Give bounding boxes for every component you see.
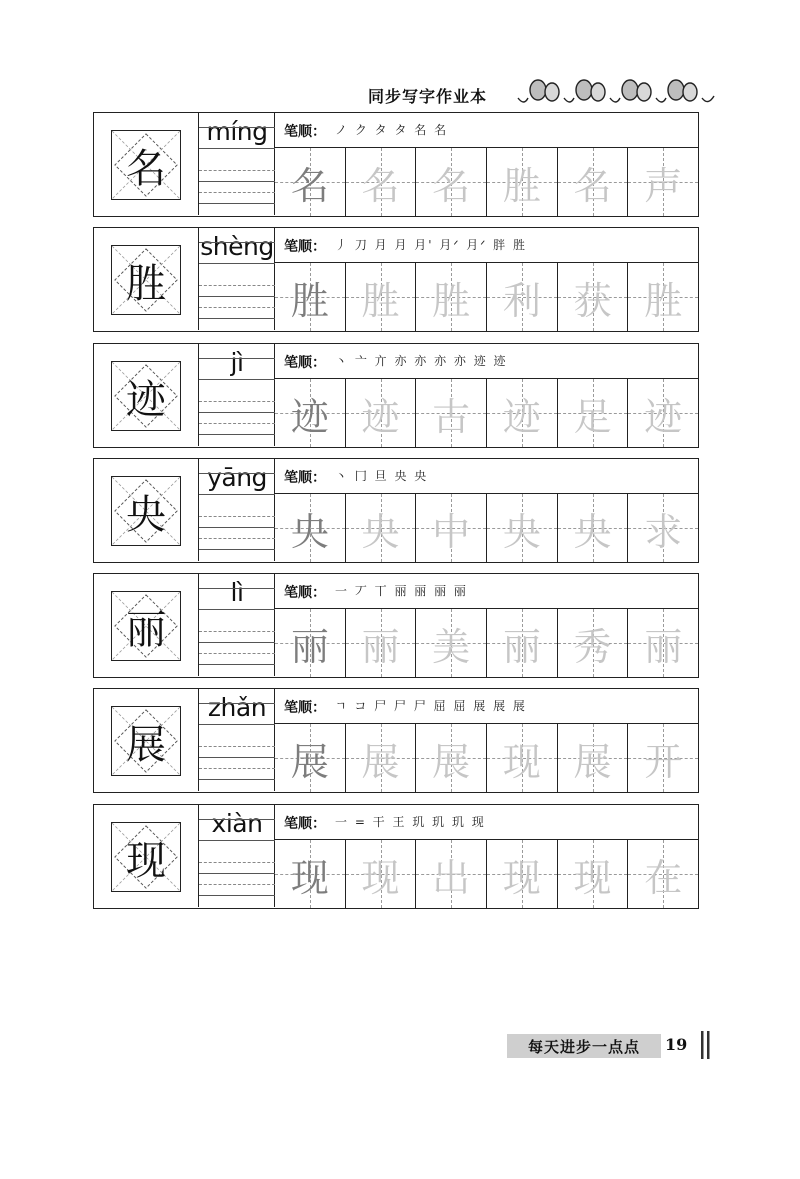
practice-cell[interactable]: [416, 379, 487, 447]
page-number: 19: [665, 1035, 688, 1054]
practice-grid: [275, 379, 698, 447]
practice-cell[interactable]: [487, 379, 558, 447]
practice-character: 开: [644, 739, 683, 784]
practice-cell[interactable]: [628, 609, 698, 677]
pinyin-guide-line: [199, 379, 275, 380]
practice-cell[interactable]: [628, 263, 698, 331]
practice-character: 央: [290, 509, 329, 554]
model-character-cell: [94, 689, 199, 791]
model-character: 迹: [126, 376, 166, 423]
pinyin-guide-line: [199, 631, 275, 632]
practice-cell[interactable]: [628, 379, 698, 447]
practice-character: 获: [573, 278, 612, 323]
pinyin-guide-line: [199, 203, 275, 204]
model-character-cell: [94, 574, 199, 676]
practice-character: 在: [644, 855, 683, 900]
practice-character: 迹: [361, 394, 400, 439]
pinyin-guide-line: [199, 296, 275, 297]
practice-cell[interactable]: [628, 724, 698, 792]
practice-cell[interactable]: [628, 494, 698, 562]
pinyin-guide-line: [199, 779, 275, 780]
pinyin: yāng: [207, 463, 267, 492]
practice-cell[interactable]: [487, 840, 558, 908]
model-character-box: [111, 245, 181, 315]
practice-character: 迹: [290, 394, 329, 439]
model-character-cell: [94, 344, 199, 446]
character-row-1: [93, 112, 699, 217]
practice-cell[interactable]: [558, 724, 629, 792]
model-character-box: [111, 476, 181, 546]
pinyin-guide-line: [199, 703, 275, 704]
pinyin-guide-line: [199, 819, 275, 820]
pinyin-guide-line: [199, 768, 275, 769]
practice-cell[interactable]: [487, 724, 558, 792]
model-character-cell: [94, 228, 199, 330]
stroke-order: [275, 574, 698, 609]
practice-cell[interactable]: [628, 840, 698, 908]
character-row-3: [93, 343, 699, 448]
practice-cell[interactable]: [416, 494, 487, 562]
model-character-box: [111, 591, 181, 661]
stroke-order-sequence: 丶 亠 亣 亦 亦 亦 亦 迹 迹: [335, 354, 508, 368]
stroke-order: [275, 805, 698, 840]
practice-cell[interactable]: [346, 609, 417, 677]
pinyin-guide-line: [199, 873, 275, 874]
practice-character: 胜: [361, 278, 400, 323]
practice-character: 丽: [644, 624, 683, 669]
model-character-cell: [94, 805, 199, 907]
header-title: 同步写字作业本: [368, 87, 488, 106]
model-character-cell: [94, 113, 199, 215]
practice-cell[interactable]: [346, 263, 417, 331]
practice-character: 丽: [290, 624, 329, 669]
pinyin: jì: [230, 348, 244, 377]
stroke-order-label: 笔顺：: [284, 239, 326, 255]
practice-character: 古: [432, 394, 471, 439]
character-row-5: [93, 573, 699, 678]
practice-cell[interactable]: [558, 148, 629, 216]
pinyin-cell: [199, 344, 275, 446]
model-character-box: [111, 706, 181, 776]
pinyin-guide-line: [199, 192, 275, 193]
stroke-order-label: 笔顺：: [284, 585, 326, 601]
practice-cell[interactable]: [346, 494, 417, 562]
model-character: 展: [126, 721, 166, 768]
practice-cell[interactable]: [558, 494, 629, 562]
practice-cell[interactable]: [275, 724, 346, 792]
practice-character: 现: [361, 855, 400, 900]
practice-character: 名: [432, 163, 471, 208]
practice-character: 足: [573, 394, 612, 439]
practice-character: 胜: [644, 278, 683, 323]
practice-cell[interactable]: [275, 609, 346, 677]
pinyin: lì: [230, 578, 244, 607]
practice-cell[interactable]: [275, 494, 346, 562]
stroke-order-label: 笔顺：: [284, 124, 326, 140]
practice-character: 胜: [502, 163, 541, 208]
stroke-order-label: 笔顺：: [284, 816, 326, 832]
model-character: 现: [126, 837, 166, 884]
pinyin-guide-line: [199, 664, 275, 665]
model-character: 名: [126, 145, 166, 192]
character-row-2: [93, 227, 699, 332]
practice-cell[interactable]: [416, 263, 487, 331]
stroke-order: [275, 459, 698, 494]
pinyin-guide-line: [199, 170, 275, 171]
stroke-order: [275, 344, 698, 379]
footer-motto: 每天进步一点点: [507, 1034, 661, 1058]
practice-cell[interactable]: [416, 724, 487, 792]
pinyin-guide-line: [199, 653, 275, 654]
pinyin-guide-line: [199, 434, 275, 435]
pinyin-guide-line: [199, 307, 275, 308]
practice-grid: [275, 840, 698, 908]
pinyin-guide-line: [199, 473, 275, 474]
pinyin-guide-line: [199, 884, 275, 885]
practice-cell[interactable]: [487, 263, 558, 331]
practice-character: 现: [290, 855, 329, 900]
practice-cell[interactable]: [558, 609, 629, 677]
pinyin-guide-line: [199, 127, 275, 128]
character-row-4: [93, 458, 699, 563]
pinyin-cell: [199, 228, 275, 330]
character-row-7: [93, 804, 699, 909]
model-character-box: [111, 361, 181, 431]
practice-cell[interactable]: [558, 263, 629, 331]
practice-cell[interactable]: [487, 494, 558, 562]
pinyin-guide-line: [199, 423, 275, 424]
practice-cell[interactable]: [275, 840, 346, 908]
practice-cell[interactable]: [275, 148, 346, 216]
pinyin-guide-line: [199, 538, 275, 539]
practice-grid: [275, 263, 698, 331]
pinyin-cell: [199, 689, 275, 791]
pinyin: xiàn: [211, 809, 263, 838]
model-character-cell: [94, 459, 199, 561]
practice-character: 展: [573, 739, 612, 784]
practice-cell[interactable]: [416, 609, 487, 677]
pinyin-guide-line: [199, 549, 275, 550]
pinyin-guide-line: [199, 148, 275, 149]
practice-character: 美: [432, 624, 471, 669]
practice-character: 声: [644, 163, 683, 208]
pinyin: míng: [206, 117, 268, 146]
practice-character: 胜: [432, 278, 471, 323]
practice-cell[interactable]: [487, 609, 558, 677]
model-character: 胜: [126, 260, 166, 307]
pinyin-cell: [199, 805, 275, 907]
pinyin-guide-line: [199, 242, 275, 243]
practice-character: 现: [573, 855, 612, 900]
pinyin-guide-line: [199, 642, 275, 643]
practice-character: 央: [502, 509, 541, 554]
practice-character: 展: [290, 739, 329, 784]
pinyin-cell: [199, 574, 275, 676]
practice-character: 名: [573, 163, 612, 208]
pinyin-guide-line: [199, 412, 275, 413]
pinyin-cell: [199, 459, 275, 561]
pinyin-guide-line: [199, 527, 275, 528]
practice-cell[interactable]: [487, 148, 558, 216]
pinyin-guide-line: [199, 494, 275, 495]
practice-cell[interactable]: [628, 148, 698, 216]
practice-cell[interactable]: [346, 840, 417, 908]
pinyin: shèng: [200, 232, 274, 261]
stroke-order: [275, 113, 698, 148]
pinyin-guide-line: [199, 746, 275, 747]
stroke-order-sequence: 丶 冂 旦 央 央: [335, 469, 429, 483]
character-row-6: [93, 688, 699, 793]
practice-cell[interactable]: [346, 148, 417, 216]
practice-grid: [275, 494, 698, 562]
pinyin-guide-line: [199, 263, 275, 264]
practice-grid: [275, 724, 698, 792]
pinyin-guide-line: [199, 401, 275, 402]
pinyin-guide-line: [199, 895, 275, 896]
practice-cell[interactable]: [275, 263, 346, 331]
practice-character: 央: [573, 509, 612, 554]
pinyin-guide-line: [199, 516, 275, 517]
pinyin-guide-line: [199, 757, 275, 758]
stroke-order-sequence: ㄱ コ 尸 尸 尸 屈 屈 展 展 展: [335, 699, 527, 713]
stroke-order-sequence: ノ ク タ タ 名 名: [335, 123, 449, 137]
stroke-order-label: 笔顺：: [284, 470, 326, 486]
pinyin-guide-line: [199, 181, 275, 182]
practice-grid: [275, 148, 698, 216]
pinyin-guide-line: [199, 840, 275, 841]
practice-character: 现: [502, 855, 541, 900]
practice-character: 丽: [361, 624, 400, 669]
practice-character: 利: [502, 278, 541, 323]
practice-character: 中: [432, 509, 471, 554]
stroke-order-sequence: 丿 刀 月 月 月' 月ᐟ 月ᐟ 胖 胜: [335, 238, 527, 252]
practice-cell[interactable]: [416, 840, 487, 908]
pinyin: zhǎn: [207, 693, 267, 722]
practice-character: 现: [502, 739, 541, 784]
practice-character: 迹: [502, 394, 541, 439]
stroke-order-sequence: 一 丆 丅 丽 丽 丽 丽: [335, 584, 468, 598]
practice-cell[interactable]: [346, 379, 417, 447]
practice-grid: [275, 609, 698, 677]
practice-character: 出: [432, 855, 471, 900]
practice-character: 胜: [290, 278, 329, 323]
pinyin-guide-line: [199, 285, 275, 286]
practice-character: 秀: [573, 624, 612, 669]
pinyin-guide-line: [199, 588, 275, 589]
practice-character: 迹: [644, 394, 683, 439]
pinyin-guide-line: [199, 358, 275, 359]
practice-cell[interactable]: [275, 379, 346, 447]
practice-character: 名: [290, 163, 329, 208]
pinyin-guide-line: [199, 724, 275, 725]
header-decoration: [514, 76, 720, 110]
model-character-box: [111, 130, 181, 200]
practice-character: 展: [432, 739, 471, 784]
model-character: 央: [126, 491, 166, 538]
pinyin-guide-line: [199, 609, 275, 610]
stroke-order: [275, 228, 698, 263]
pinyin-cell: [199, 113, 275, 215]
stroke-order: [275, 689, 698, 724]
footer-bars-decoration: [700, 1031, 712, 1059]
stroke-order-sequence: 一 = 干 王 玑 玑 玑 现: [335, 815, 486, 829]
stroke-order-label: 笔顺：: [284, 355, 326, 371]
practice-character: 央: [361, 509, 400, 554]
practice-character: 求: [644, 509, 683, 554]
practice-cell[interactable]: [558, 840, 629, 908]
model-character: 丽: [126, 606, 166, 653]
stroke-order-label: 笔顺：: [284, 700, 326, 716]
practice-cell[interactable]: [558, 379, 629, 447]
practice-character: 展: [361, 739, 400, 784]
practice-character: 名: [361, 163, 400, 208]
pinyin-guide-line: [199, 318, 275, 319]
practice-character: 丽: [502, 624, 541, 669]
practice-cell[interactable]: [346, 724, 417, 792]
pinyin-guide-line: [199, 862, 275, 863]
model-character-box: [111, 822, 181, 892]
practice-cell[interactable]: [416, 148, 487, 216]
